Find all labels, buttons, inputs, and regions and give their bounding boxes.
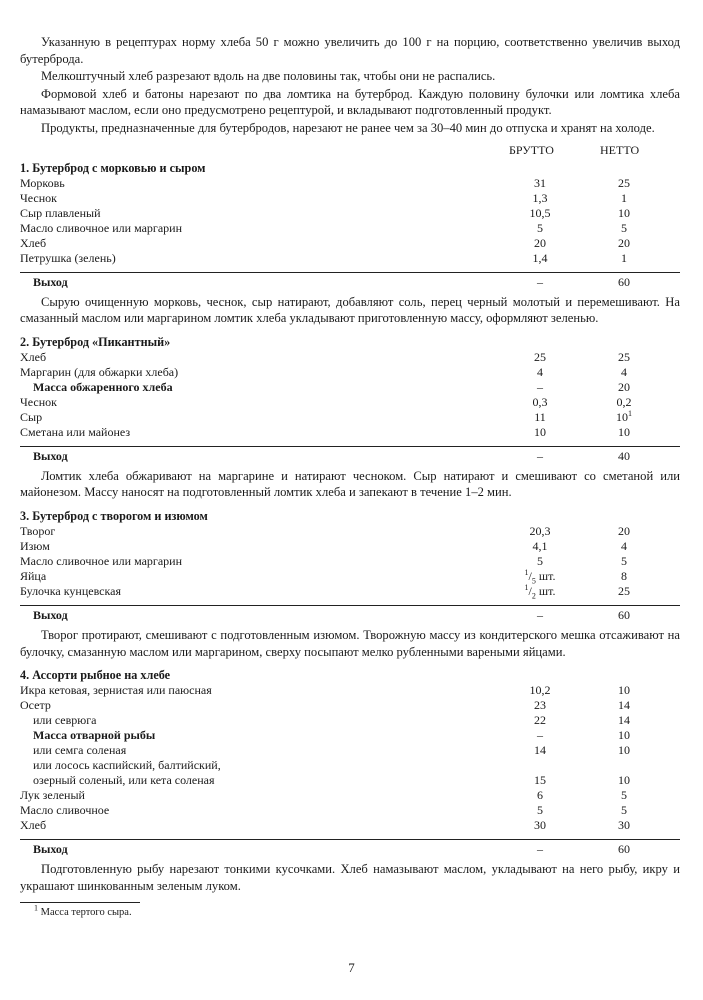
ingredient-name: или семга соленая xyxy=(33,743,127,758)
ingredient-row xyxy=(20,524,680,539)
ingredient-name: или севрюга xyxy=(33,713,97,728)
netto-value: 10 xyxy=(618,205,630,220)
footnote-text: Масса тертого сыра. xyxy=(40,907,132,919)
ingredient-row xyxy=(20,365,680,380)
yield-brutto: – xyxy=(537,274,543,289)
fraction-numerator: 1 xyxy=(524,582,529,592)
recipe-instructions: Подготовленную рыбу нарезают тонкими кусочками. Хлеб намазывают маслом, укладывают на него рыбу, икру и украшают шинкованным зеленым луком. xyxy=(20,862,680,893)
yield-brutto: – xyxy=(537,842,543,857)
recipe-instructions: Ломтик хлеба обжаривают на маргарине и натирают чесноком. Сыр натирают и смешивают со сметаной или майонезом. Массу наносят на подготовленный ломтик хлеба и запекают в течение 1–2 мин. xyxy=(20,468,680,500)
intro-text xyxy=(20,34,680,137)
fraction-numerator: 1 xyxy=(524,567,529,577)
netto-value: 10 xyxy=(618,743,630,758)
recipe-block xyxy=(20,161,680,327)
ingredient-name: Осетр xyxy=(20,698,51,713)
ingredient-name: Сыр плавленый xyxy=(20,205,101,220)
yield-label: Выход xyxy=(33,274,68,289)
yield-label: Выход xyxy=(33,448,68,463)
ingredient-row xyxy=(20,818,680,833)
ingredient-name: Изюм xyxy=(20,538,50,553)
ingredient-row xyxy=(20,584,680,599)
ingredient-row xyxy=(20,788,680,803)
netto-value: 4 xyxy=(621,364,627,379)
ingredient-row xyxy=(20,743,680,758)
yield-row xyxy=(20,840,680,858)
ingredient-name: Булочка кунцевская xyxy=(20,583,121,598)
netto-header: НЕТТО xyxy=(600,142,640,157)
ingredient-name: Икра кетовая, зернистая или паюсная xyxy=(20,683,212,698)
brutto-value: 11 xyxy=(534,409,546,424)
yield-row xyxy=(20,606,680,624)
recipe-title: 4. Ассорти рыбное на хлебе xyxy=(20,668,171,683)
footnote xyxy=(34,903,680,920)
netto-value: 14 xyxy=(618,713,630,728)
netto-value: 1 xyxy=(621,190,627,205)
brutto-value: 5 xyxy=(537,803,543,818)
brutto-value: 22 xyxy=(534,713,546,728)
recipe-block xyxy=(20,668,680,894)
yield-brutto: – xyxy=(537,607,543,622)
yield-row xyxy=(20,273,680,291)
netto-value: 10 xyxy=(618,424,630,439)
ingredient-row xyxy=(20,698,680,713)
netto-value: 30 xyxy=(618,818,630,833)
ingredient-name: озерный соленый, или кета соленая xyxy=(33,773,215,788)
netto-value: 25 xyxy=(618,583,630,598)
yield-netto: 60 xyxy=(618,842,630,857)
ingredient-name: Лук зеленый xyxy=(20,788,85,803)
recipes-list xyxy=(20,161,680,895)
netto-value: 10 xyxy=(618,773,630,788)
ingredient-row xyxy=(20,713,680,728)
intro-paragraph: Продукты, предназначенные для бутербродов, нарезают не ранее чем за 30–40 мин до отпуска и хранят на холоде. xyxy=(41,120,655,135)
brutto-value: 1,4 xyxy=(532,250,548,265)
recipe-block xyxy=(20,509,680,660)
yield-label: Выход xyxy=(33,842,68,857)
yield-netto: 60 xyxy=(618,274,630,289)
ingredient-name: Масло сливочное или маргарин xyxy=(20,553,183,568)
fraction-slash: / xyxy=(528,568,532,583)
brutto-value: 10,5 xyxy=(529,205,551,220)
ingredient-name: Масса обжаренного хлеба xyxy=(33,379,173,394)
netto-value: 4 xyxy=(621,538,627,553)
ingredient-row xyxy=(20,410,680,425)
ingredient-row xyxy=(20,803,680,818)
ingredient-row xyxy=(20,425,680,440)
netto-value: 14 xyxy=(618,698,630,713)
ingredient-name: Чеснок xyxy=(20,190,58,205)
brutto-value: 4 xyxy=(537,364,543,379)
brutto-value: 25 xyxy=(534,349,546,364)
footnote-divider xyxy=(20,902,140,903)
ingredient-name: Масса отварной рыбы xyxy=(33,728,156,743)
netto-value: 25 xyxy=(618,349,630,364)
ingredient-row xyxy=(20,251,680,266)
netto-value: 8 xyxy=(621,568,627,583)
brutto-value: 0,3 xyxy=(532,394,548,409)
brutto-header: БРУТТО xyxy=(509,142,554,157)
brutto-value: 5 xyxy=(537,220,543,235)
brutto-value: 31 xyxy=(534,175,546,190)
ingredient-row xyxy=(20,554,680,569)
ingredient-row xyxy=(20,221,680,236)
brutto-value: – xyxy=(537,379,543,394)
column-headers xyxy=(20,143,680,159)
netto-value: 10 xyxy=(618,683,630,698)
brutto-value: 14 xyxy=(534,743,546,758)
netto-value: 5 xyxy=(621,220,627,235)
ingredient-name: Чеснок xyxy=(20,394,58,409)
footnote-mark: 1 xyxy=(34,903,38,913)
recipe-title: 1. Бутерброд с морковью и сыром xyxy=(20,160,206,175)
fraction-unit: шт. xyxy=(535,568,556,583)
ingredient-name: Яйца xyxy=(20,568,47,583)
brutto-value: 30 xyxy=(534,818,546,833)
ingredient-name: Сыр xyxy=(20,409,43,424)
ingredient-name: Масло сливочное xyxy=(20,803,110,818)
ingredient-name: Маргарин (для обжарки хлеба) xyxy=(20,364,179,379)
ingredient-name: Хлеб xyxy=(20,349,47,364)
brutto-value: 15 xyxy=(534,773,546,788)
yield-label: Выход xyxy=(33,607,68,622)
brutto-value xyxy=(500,584,580,603)
recipe-title: 2. Бутерброд «Пикантный» xyxy=(20,334,171,349)
yield-netto: 60 xyxy=(618,607,630,622)
brutto-value: 5 xyxy=(537,553,543,568)
yield-netto: 40 xyxy=(618,448,630,463)
ingredient-name: Хлеб xyxy=(20,235,47,250)
recipe-instructions: Сырую очищенную морковь, чеснок, сыр натирают, добавляют соль, перец черный молотый и перемешивают. На смазанный маслом или маргарином ломтик хлеба укладывают приготовленную массу, оформляют зеленью. xyxy=(20,294,680,326)
recipe-instructions: Творог протирают, смешивают с подготовленным изюмом. Творожную массу из кондитерского мешка отсаживают на булочку, смазанную маслом или маргарином, сверху посыпают мелко рубленными вареными яйцами. xyxy=(20,627,680,659)
ingredient-row xyxy=(20,758,680,773)
ingredient-name: или лосось каспийский, балтийский, xyxy=(33,758,221,773)
page-number: 7 xyxy=(348,960,355,975)
footnote-ref: 1 xyxy=(628,408,632,418)
intro-paragraph: Формовой хлеб и батоны нарезают по два ломтика на бутерброд. Каждую половину булочки или ломтика хлеба намазывают маслом, если оно предусмотрено рецептурой, и вкладывают подготовленный продукт. xyxy=(20,86,680,118)
netto-value: 0,2 xyxy=(616,394,632,409)
ingredient-row xyxy=(20,569,680,584)
netto-value: 20 xyxy=(618,235,630,250)
ingredient-name: Сметана или майонез xyxy=(20,424,131,439)
fraction-slash: / xyxy=(528,583,532,598)
ingredient-name: Хлеб xyxy=(20,818,47,833)
brutto-value: 10 xyxy=(534,424,546,439)
netto-value: 5 xyxy=(621,803,627,818)
ingredient-row xyxy=(20,683,680,698)
brutto-value: 6 xyxy=(537,788,543,803)
recipe-title: 3. Бутерброд с творогом и изюмом xyxy=(20,508,208,523)
ingredient-row xyxy=(20,773,680,788)
brutto-value: 23 xyxy=(534,698,546,713)
ingredient-name: Творог xyxy=(20,523,56,538)
ingredient-row xyxy=(20,191,680,206)
ingredient-row xyxy=(20,728,680,743)
netto-value: 20 xyxy=(618,379,630,394)
brutto-value: 10,2 xyxy=(529,683,551,698)
brutto-value: – xyxy=(537,728,543,743)
netto-value: $10^1$ xyxy=(616,408,632,424)
netto-value: 5 xyxy=(621,788,627,803)
yield-brutto: – xyxy=(537,448,543,463)
netto-value: 1 xyxy=(621,250,627,265)
brutto-value: 1,3 xyxy=(532,190,548,205)
netto-value: 20 xyxy=(618,523,630,538)
brutto-value: 4,1 xyxy=(532,538,548,553)
netto-value: 5 xyxy=(621,553,627,568)
yield-row xyxy=(20,447,680,465)
ingredient-name: Морковь xyxy=(20,175,65,190)
ingredient-row xyxy=(20,395,680,410)
ingredient-row xyxy=(20,176,680,191)
ingredient-name: Петрушка (зелень) xyxy=(20,250,116,265)
ingredient-row xyxy=(20,539,680,554)
ingredient-row xyxy=(20,350,680,365)
fraction-denominator: 2 xyxy=(531,591,536,601)
brutto-value: 20,3 xyxy=(529,523,551,538)
netto-value: 10 xyxy=(618,728,630,743)
brutto-value: 20 xyxy=(534,235,546,250)
fraction-denominator: 5 xyxy=(531,576,536,586)
intro-paragraph: Указанную в рецептурах норму хлеба 50 г можно увеличить до 100 г на порцию, соответственно увеличив выход бутерброда. xyxy=(20,35,680,66)
fraction-unit: шт. xyxy=(535,583,556,598)
intro-paragraph: Мелкоштучный хлеб разрезают вдоль на две половины так, чтобы они не распались. xyxy=(41,69,496,84)
ingredient-row xyxy=(20,206,680,221)
page-content xyxy=(20,34,680,920)
ingredient-row xyxy=(20,236,680,251)
netto-value: 25 xyxy=(618,175,630,190)
recipe-block xyxy=(20,335,680,501)
ingredient-name: Масло сливочное или маргарин xyxy=(20,220,183,235)
ingredient-row xyxy=(20,380,680,395)
